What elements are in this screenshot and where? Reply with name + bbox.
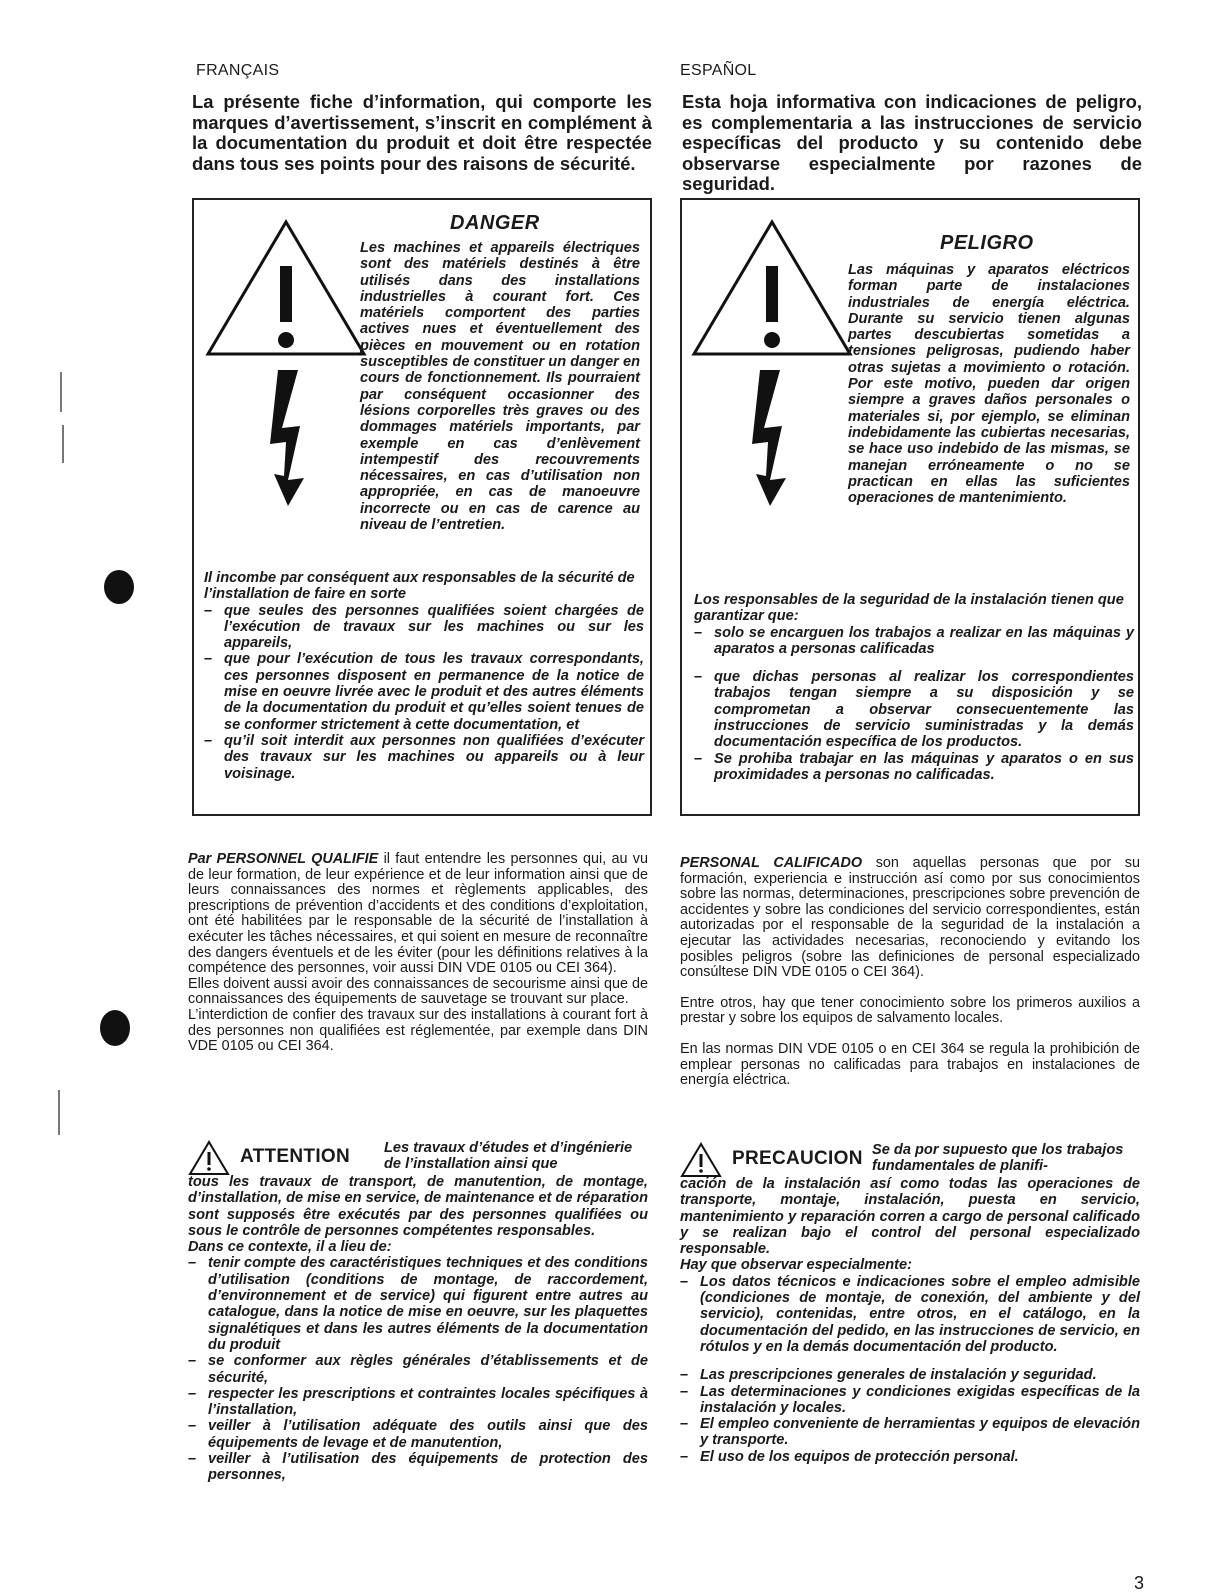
danger-lead: Il incombe par conséquent aux responsables de la sécurité de l’installation de faire en sorte xyxy=(204,570,635,603)
list-item: – qu’il soit interdit aux personnes non qualifiées d’exécuter des travaux sur les machines ou appareils ou à leur voisinage. xyxy=(204,733,644,782)
list-item: – solo se encarguen los trabajos a realizar en las máquinas y aparatos a personas calificadas xyxy=(694,625,1134,658)
list-item: – Se prohiba trabajar en las máquinas y aparatos o en sus proximidades a personas no calificadas. xyxy=(694,751,1134,784)
list-item: – que seules des personnes qualifiées soient chargées de l’exécution de travaux sur les machines ou sur les appareils, xyxy=(204,603,644,652)
attention-title: PRECAUCION xyxy=(732,1148,863,1169)
danger-box xyxy=(192,198,652,816)
attention-intro: Se da por supuesto que los trabajos fundamentales de planifi- xyxy=(872,1142,1124,1175)
language-heading: FRANÇAIS xyxy=(196,62,280,79)
lightning-bolt-icon xyxy=(252,368,322,508)
list-item: – que dichas personas al realizar los correspondientes trabajos tengan siempre a su disposición y se comprometan a observar consecuentemente las instrucciones de servicio suministradas y la demás documentación específica de los productos. xyxy=(694,669,1134,750)
list-item: – respecter les prescriptions et contraintes locales spécifiques à l’installation, xyxy=(188,1386,648,1419)
list-item: – veiller à l’utilisation des équipements de protection des personnes, xyxy=(188,1451,648,1484)
qualified-paragraph-3: En las normas DIN VDE 0105 o en CEI 364 se regula la prohibición de emplear personas no calificadas para trabajos en instalaciones de energía eléctrica. xyxy=(680,1040,1140,1089)
danger-box xyxy=(680,198,1140,816)
danger-lead: Los responsables de la seguridad de la instalación tienen que garantizar que: xyxy=(694,592,1124,625)
attention-section xyxy=(680,1142,1140,1465)
list-item: – Las determinaciones y condiciones exigidas específicas de la instalación y locales. xyxy=(680,1384,1140,1417)
binding-mark xyxy=(60,372,62,412)
danger-text: Les machines et appareils électriques sont des matériels destinés à être utilisés dans des installations industrielles à courant fort. Ces matériels comportent des parties actives nues et éventuellement des pièces en mouvement ou en rotation susceptibles de constituer un danger en cours de fonctionnement. Ils pourraient par conséquent occasionner des lésions corporelles très graves ou des dommages matériels importants, par exemple en cas d’enlèvement intempestif des recouvrements nécessaires, en cas d’utilisation non appropriée, en cas de manoeuvre incorrecte ou en cas de carence au niveau de l’entretien. xyxy=(360,240,640,534)
attention-text: cación de la instalación así como todas las operaciones de transporte, montaje, instalación, puesta en servicio, mantenimiento y reparación corren a cargo de personal calificado y se realizan bajo el control del personal especializado responsable. Hay que observar especialmente: – Los datos técnicos e indicaciones sobre el empleo admisible (condiciones de montaje, de conexión, del ambiente y del servicio), contenidas, entre otros, en el catálogo, en la documentación del pedido, en las instrucciones de servicio, en rótulos y en la demás documentación del producto. – Las prescripciones generales de instalación y seguridad. – Las determinaciones y condiciones exigidas específicas de la instalación y locales. – El empleo conveniente de herramientas y equipos de elevación y transporte. – El uso de los equipos de protección personal. xyxy=(680,1176,1140,1465)
list-item: – Los datos técnicos e indicaciones sobre el empleo admisible (condiciones de montaje, de conexión, del ambiente y del servicio), contenidas, entre otros, en el catálogo, en la documentación del pedido, en las instrucciones de servicio, en rótulos y en la demás documentación del producto. xyxy=(680,1274,1140,1355)
attention-title: ATTENTION xyxy=(240,1146,351,1167)
qualified-term: Par PERSONNEL QUALIFIE xyxy=(188,851,379,867)
binding-mark xyxy=(62,425,64,463)
punch-hole-mark xyxy=(100,1010,130,1046)
caution-triangle-icon xyxy=(680,1142,722,1178)
qualified-paragraph-2: Entre otros, hay que tener conocimiento sobre los primeros auxilios a prestar y sobre los equipos de salvamento locales. xyxy=(680,994,1140,1027)
list-item: – veiller à l’utilisation adéquate des outils ainsi que des équipements de levage et de manutention, xyxy=(188,1418,648,1451)
attention-intro: Les travaux d’études et d’ingénierie de l’installation ainsi que xyxy=(384,1140,633,1173)
attention-lead: Dans ce contexte, il a lieu de: xyxy=(188,1239,392,1256)
qualified-paragraph: Par PERSONNEL QUALIFIE il faut entendre les personnes qui, au vu de leur formation, de leur expérience et de leur information ainsi que de leurs connaissances des normes et règlements applicables, des prescriptions de prévention d’accidents et des conditions d’exploitation, ont été habilitées par le responsable de la sécurité de l’installation à exécuter les tâches nécessaires, et qui soient en mesure de reconnaître des dangers éventuels et de les éviter (pour les définitions relatives à la compétence des personnes, voir aussi DIN VDE 0105 ou CEI 364). xyxy=(188,851,648,977)
intro-text: Esta hoja informativa con indicaciones de peligro, es complementaria a las instrucciones de servicio específicas del producto y su contenido debe observarse especialmente por razones de seguridad. xyxy=(682,91,1142,194)
list-item: – El empleo conveniente de herramientas y equipos de elevación y transporte. xyxy=(680,1416,1140,1449)
qualified-term: PERSONAL CALIFICADO xyxy=(680,855,863,871)
language-heading: ESPAÑOL xyxy=(680,62,757,79)
list-item: – Las prescripciones generales de instalación y seguridad. xyxy=(680,1367,1140,1383)
list-item: – El uso de los equipos de protección personal. xyxy=(680,1449,1140,1465)
punch-hole-mark xyxy=(104,570,134,604)
warning-triangle-icon xyxy=(690,218,855,358)
attention-lead: Hay que observar especialmente: xyxy=(680,1257,912,1274)
danger-title: DANGER xyxy=(450,212,540,234)
binding-mark xyxy=(58,1090,60,1135)
qualified-paragraph: PERSONAL CALIFICADO son aquellas personas que por su formación, experiencia e instrucción así como por sus conocimientos sobre las normas, determinaciones, prescripciones sobre prevención de accidentes y sobre las condiciones del servicio correspondientes, están autorizadas por el responsable de la seguridad de la instalación a ejecutar las actividades necesarias, reconociendo y evitando los posibles peligros (sobre las definiciones de personal especializado consúltese DIN VDE 0105 o CEI 364). xyxy=(680,855,1140,981)
caution-triangle-icon xyxy=(188,1140,230,1176)
danger-text: Las máquinas y aparatos eléctricos forman parte de instalaciones industriales de energía eléctrica. Durante su servicio tienen algunas partes descubiertas sometidas a tensiones peligrosas, pudiendo haber otras sujetas a movimiento o rotación. Por este motivo, pueden dar origen siempre a graves daños personales o materiales si, por ejemplo, se eliminan indebidamente las cubiertas necesarias, se hace uso indebido de las mismas, se manejan erróneamente o no se practican en ellas las suficientes operaciones de mantenimiento. xyxy=(848,262,1130,507)
list-item: – que pour l’exécution de tous les travaux correspondants, ces personnes disposent en permanence de la notice de mise en oeuvre livrée avec le produit et des autres éléments de la documentation du produit et qu’elles soient tenues de se conformer strictement à cette documentation, et xyxy=(204,651,644,732)
danger-requirements xyxy=(694,592,1134,783)
list-item: – tenir compte des caractéristiques techniques et des conditions d’utilisation (conditions de montage, de raccordement, d’environnement et de service) qui figurent entre autres au catalogue, dans la notice de mise en oeuvre, sur les plaquettes signalétiques et dans les autres éléments de la documentation du produit xyxy=(188,1255,648,1353)
attention-section xyxy=(188,1140,648,1484)
page-number: 3 xyxy=(1133,1573,1144,1593)
qualified-personnel-section xyxy=(188,852,648,1055)
danger-requirements xyxy=(204,570,644,782)
danger-title: PELIGRO xyxy=(940,232,1034,254)
warning-triangle-icon xyxy=(204,218,369,358)
attention-text: tous les travaux de transport, de manutention, de montage, d’installation, de mise en service, de maintenance et de réparation sont supposés être exécutés par des personnes qualifiées ou sous le contrôle de personnes compétentes responsables. Dans ce contexte, il a lieu de: – tenir compte des caractéristiques techniques et des conditions d’utilisation (conditions de montage, de raccordement, d’environnement et de service) qui figurent entre autres au catalogue, dans la notice de mise en oeuvre, sur les plaquettes signalétiques et dans les autres éléments de la documentation du produit – se conformer aux règles générales d’établissements et de sécurité, – respecter les prescriptions et contraintes locales spécifiques à l’installation, – veiller à l’utilisation adéquate des outils ainsi que des équipements de levage et de manutention, – veiller à l’utilisation des équipements de protection des personnes, xyxy=(188,1174,648,1484)
list-item: – se conformer aux règles générales d’établissements et de sécurité, xyxy=(188,1353,648,1386)
intro-text: La présente fiche d’information, qui comporte les marques d’avertissement, s’inscrit en complément à la documentation du produit et doit être respectée dans tous ses points pour des raisons de sécurité. xyxy=(192,91,652,174)
lightning-bolt-icon xyxy=(734,368,804,508)
qualified-paragraph-3: L’interdiction de confier des travaux sur des installations à courant fort à des personnes non qualifiées est réglementée, par exemple dans DIN VDE 0105 ou CEI 364. xyxy=(188,1006,648,1055)
qualified-personnel-section xyxy=(680,856,1140,1089)
qualified-paragraph-2: Elles doivent aussi avoir des connaissances de secourisme ainsi que de connaissances des équipements de sauvetage se trouvant sur place. xyxy=(188,975,648,1008)
